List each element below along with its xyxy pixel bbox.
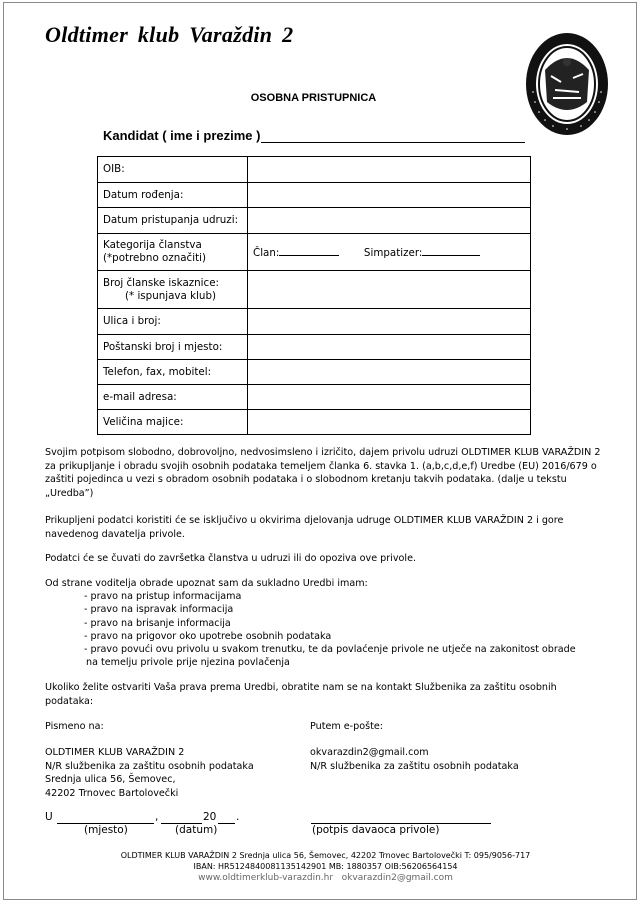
club-name: Oldtimer klub Varaždin 2: [45, 22, 294, 47]
candidate-name-field[interactable]: [261, 142, 525, 143]
mail-line: N/R službenika za zaštitu osobnih podataka: [45, 760, 254, 772]
place-prefix: U: [45, 811, 53, 823]
member-option-blank[interactable]: [279, 244, 339, 256]
date-caption: (datum): [175, 824, 218, 836]
data-usage-paragraph: Prikupljeni podatci koristiti će se isključivo u okvirima djelovanja udruge OLDTIMER KLUB VARAŽDIN 2 i gore navedenog davatelja privole.: [45, 515, 564, 540]
mail-line: 42202 Trnovec Bartolovečki: [45, 787, 179, 799]
retention-paragraph: Podatci će se čuvati do završetka članstva u udruzi ili do opoziva ove privole.: [45, 553, 417, 564]
period: .: [236, 811, 240, 823]
field-label: Poštanski broj i mjesto:: [98, 335, 248, 360]
field-label: Telefon, fax, mobitel:: [98, 360, 248, 385]
membership-category-field: [248, 234, 531, 271]
field-label: e-mail adresa:: [98, 385, 248, 410]
form-row-phone: [98, 360, 531, 385]
field-label: Datum pristupanja udruzi:: [98, 208, 248, 234]
field-label-note: (* ispunjava klub): [125, 289, 217, 302]
footer-email-link[interactable]: okvarazdin2@gmail.com: [341, 873, 453, 883]
rights-intro: Od strane voditelja obrade upoznat sam da sukladno Uredbi imam:: [45, 578, 368, 589]
mail-line: Srednja ulica 56, Šemovec,: [45, 774, 176, 785]
shirt-size-field[interactable]: [248, 410, 531, 435]
form-row-birth-date: [98, 183, 531, 208]
member-option-label: Član:: [253, 247, 280, 259]
email-line: N/R službenika za zaštitu osobnih podataka: [310, 760, 519, 772]
email-field[interactable]: [248, 385, 531, 410]
consent-paragraph: Svojim potpisom slobodno, dobrovoljno, nedvosimsleno i izričito, dajem privolu udruzi OLDTIMER KLUB VARAŽDIN 2 za prikupljanje i obradu svojih osobnih podataka temeljem članka 6. stavka 1. (a,b,c,d,e,f) Uredbe (EU) 2016/679 o zaštiti pojedinca u vezi s obradom osobnih podataka i o slobodnom kretanju takvih podataka. (dalje u tekstu „Uredba”): [45, 447, 601, 499]
form-row-shirt-size: [98, 410, 531, 435]
signature-caption: (potpis davaoca privole): [312, 824, 440, 836]
form-row-card-number: [98, 271, 531, 309]
comma: ,: [155, 811, 159, 823]
mail-heading: Pismeno na:: [45, 721, 104, 732]
website-link[interactable]: www.oldtimerklub-varazdin.hr: [198, 873, 334, 883]
field-label-line1: Kategorija članstva: [103, 239, 202, 251]
card-number-field[interactable]: [248, 271, 531, 309]
document-title: OSOBNA PRISTUPNICA: [250, 92, 377, 104]
candidate-name-label: Kandidat ( ime i prezime ): [103, 128, 261, 143]
postal-field[interactable]: [248, 335, 531, 360]
form-row-membership-category: [98, 234, 531, 271]
contact-email-link[interactable]: okvarazdin2@gmail.com: [310, 747, 429, 758]
club-emblem-icon: [525, 32, 609, 136]
field-label: Veličina majice:: [98, 410, 248, 435]
email-heading: Putem e-pošte:: [310, 721, 383, 732]
street-field[interactable]: [248, 309, 531, 335]
mail-line: OLDTIMER KLUB VARAŽDIN 2: [45, 747, 185, 758]
supporter-option-label: Simpatizer:: [363, 247, 423, 259]
rights-item-continuation: na temelju privole prije njezina povlačenja: [86, 657, 290, 669]
phone-field[interactable]: [248, 360, 531, 385]
footer-address: OLDTIMER KLUB VARAŽDIN 2 Srednja ulica 56, Šemovec, 42202 Trnovec Bartolovečki T: 095/9056-717: [120, 851, 531, 860]
contact-intro: Ukoliko želite ostvariti Vaša prava prema Uredbi, obratite nam se na kontakt Službenika za zaštitu osobnih podataka:: [45, 682, 557, 707]
year-field[interactable]: [218, 823, 235, 824]
form-row-email: [98, 385, 531, 410]
field-label: OIB:: [98, 157, 248, 183]
field-label: [98, 271, 248, 309]
form-row-postal: [98, 335, 531, 360]
field-label-line1: Broj članske iskaznice:: [103, 276, 220, 289]
birth-date-field[interactable]: [248, 183, 531, 208]
form-row-oib: [98, 157, 531, 183]
form-row-street: [98, 309, 531, 335]
field-label: Datum rođenja:: [98, 183, 248, 208]
supporter-option-blank[interactable]: [422, 244, 480, 256]
place-caption: (mjesto): [84, 824, 128, 836]
rights-item: - pravo na pristup informacijama: [84, 591, 242, 602]
form-row-join-date: [98, 208, 531, 234]
rights-item: - pravo na ispravak informacija: [84, 604, 234, 616]
rights-item: - pravo na brisanje informacija: [84, 617, 231, 629]
field-label: Ulica i broj:: [98, 309, 248, 335]
footer-bank-info: IBAN: HR5124840081135142901 MB: 1880357 OIB:56206564154: [193, 862, 458, 871]
join-date-field[interactable]: [248, 208, 531, 234]
email-contact: [310, 746, 519, 773]
field-label-note: (*potrebno označiti): [103, 252, 206, 264]
oib-field[interactable]: [248, 157, 531, 183]
mail-address: [45, 746, 254, 800]
field-label: [98, 234, 248, 271]
rights-list: [84, 590, 604, 670]
footer-web: [0, 873, 643, 883]
application-form-table: [97, 156, 531, 435]
rights-item: - pravo na prigovor oko upotrebe osobnih podataka: [84, 630, 332, 642]
year-prefix: 20: [203, 811, 217, 823]
rights-item: - pravo povući ovu privolu u svakom trenutku, te da povlaćenje privole ne utječe na zakonitost obrade: [84, 644, 576, 656]
